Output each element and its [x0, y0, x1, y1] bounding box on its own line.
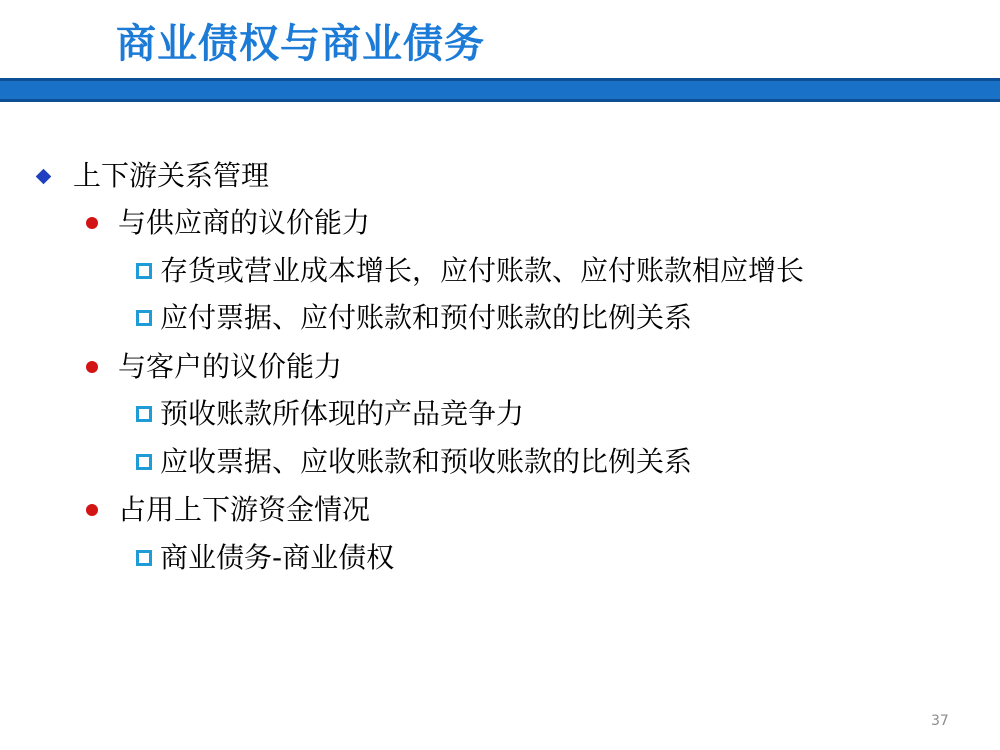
bullet-text: 与供应商的议价能力 [118, 206, 371, 239]
hollow-square-bullet-icon [136, 263, 152, 279]
dot-bullet-icon [86, 504, 98, 516]
bullet-text: 预收账款所体现的产品竞争力 [160, 397, 525, 430]
bullet-text: 应付票据、应付账款和预付账款的比例关系 [160, 301, 693, 334]
bullet-text: 商业债务-商业债权 [160, 541, 395, 574]
bullet-item-level1 [36, 156, 269, 196]
bullet-item-level3 [136, 394, 524, 434]
bullet-text: 与客户的议价能力 [118, 350, 343, 383]
bullet-item-level2 [86, 490, 370, 530]
title-underline-bar [0, 78, 1000, 102]
bullet-text: 占用上下游资金情况 [118, 493, 371, 526]
diamond-bullet-icon [36, 168, 52, 184]
bullet-item-level3 [136, 298, 692, 338]
bullet-item-level2 [86, 347, 342, 387]
dot-bullet-icon [86, 217, 98, 229]
bullet-item-level3 [136, 251, 804, 291]
bullet-item-level3 [136, 442, 692, 482]
slide-title: 商业债权与商业债务 [116, 21, 485, 67]
bullet-text: 上下游关系管理 [73, 159, 270, 192]
dot-bullet-icon [86, 361, 98, 373]
hollow-square-bullet-icon [136, 550, 152, 566]
hollow-square-bullet-icon [136, 406, 152, 422]
hollow-square-bullet-icon [136, 454, 152, 470]
bullet-item-level3 [136, 538, 394, 578]
bullet-item-level2 [86, 203, 370, 243]
page-number: 37 [931, 713, 949, 729]
bullet-text: 应收票据、应收账款和预收账款的比例关系 [160, 445, 693, 478]
bullet-text: 存货或营业成本增长，应付账款、应付账款相应增长 [160, 254, 805, 287]
hollow-square-bullet-icon [136, 310, 152, 326]
